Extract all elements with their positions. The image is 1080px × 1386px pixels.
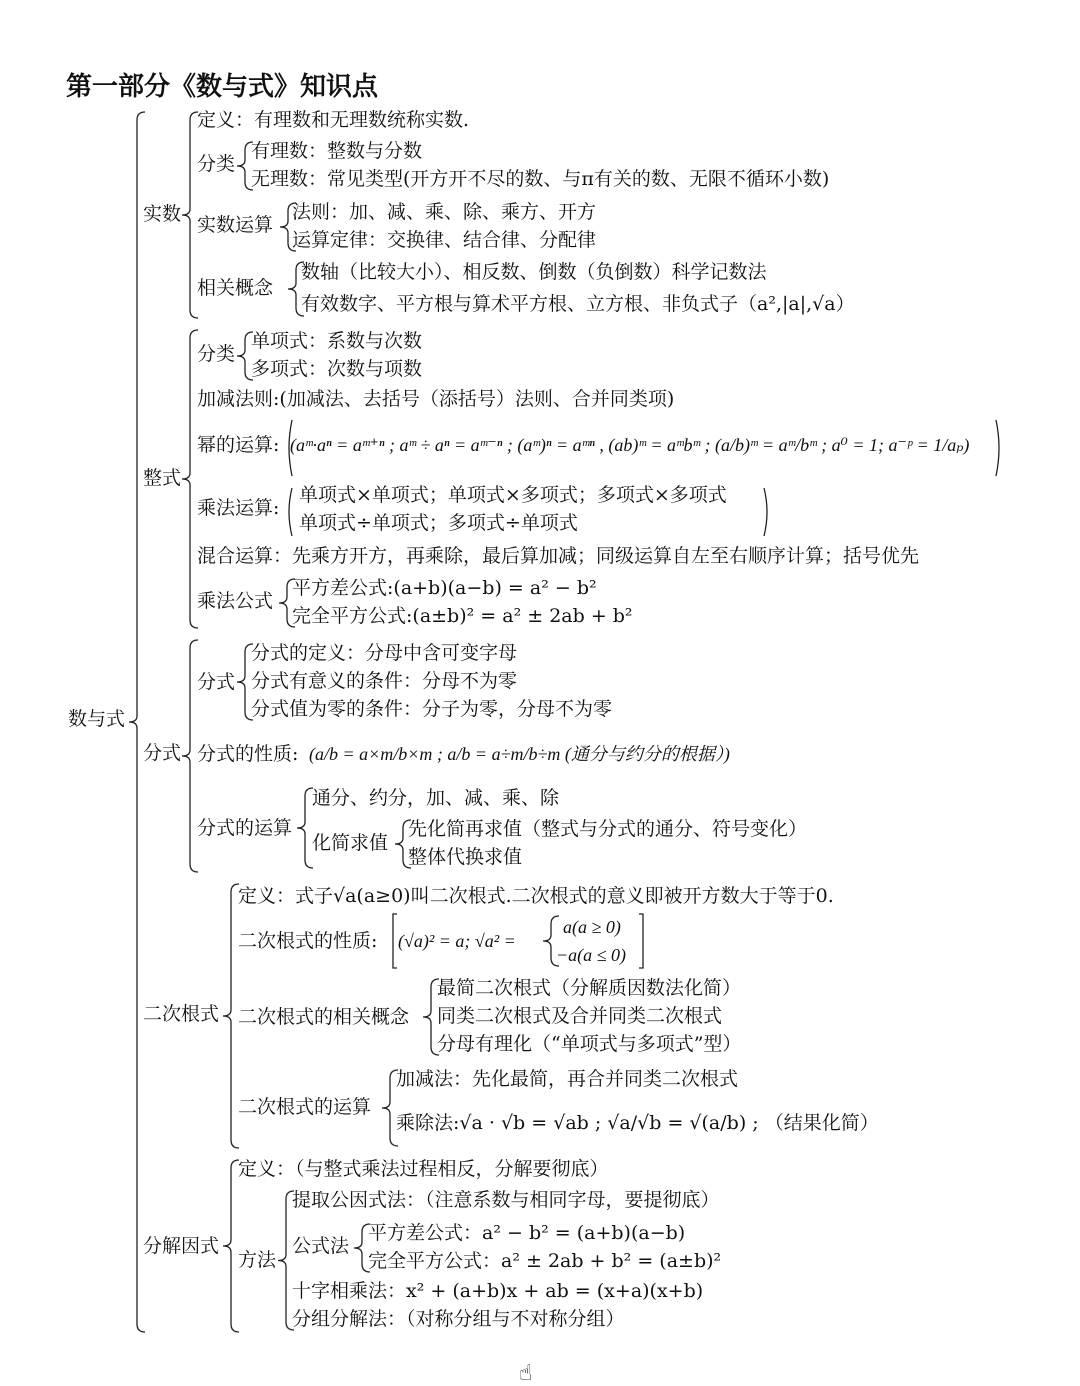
fenshi-yunsuan: 分式的运算 [197,817,293,839]
yinshi-tiqu: 提取公因式法：（注意系数与相同字母，要提彻底） [292,1189,720,1211]
genshi-y1: 加减法：先化最简，再合并同类二次根式 [396,1068,739,1090]
zhengshi-fenlei: 分类 [197,343,236,365]
fenshi-label: 分式 [143,742,182,764]
fenshi-y1: 通分、约分，加、减、乘、除 [312,787,560,809]
paren-chengfa-right [764,488,767,536]
shishu-g2: 有效数字、平方根与算术平方根、立方根、非负式子（a²,|a|,√a） [301,293,855,315]
shishu-fenlei: 分类 [197,153,236,175]
genshi-xingzhi: 二次根式的性质: [238,930,378,952]
brace-fenshi-yunsuan [297,788,313,868]
yinshi-wq: 完全平方公式：a² ± 2ab + b² = (a±b)² [368,1250,722,1272]
zhengshi-pf: 平方差公式:(a+b)(a−b) = a² − b² [292,577,597,599]
paren-mi-right [996,420,999,476]
brace-yinshi [223,1160,239,1332]
shishu-faze: 法则：加、减、乘、除、乘方、开方 [292,201,597,223]
genshi-yunsuan: 二次根式的运算 [238,1096,372,1118]
shishu-wuli: 无理数：常见类型(开方开不尽的数、与π有关的数、无限不循环小数) [251,168,830,190]
zhengshi-c2: 单项式÷单项式；多项式÷单项式 [299,512,578,534]
genshi-xz-case1: a(a ≥ 0) [563,917,621,937]
zhengshi-c1: 单项式×单项式；单项式×多项式；多项式×多项式 [299,484,727,506]
zhengshi-hunhe: 混合运算：先乘方开方，再乘除，最后算加减；同级运算自左至右顺序计算；括号优先 [197,545,920,567]
yinshi-gongshifa: 公式法 [292,1235,350,1257]
genshi-gainian: 二次根式的相关概念 [238,1006,410,1028]
fenshi-xz-formula: (a/b = a×m/b×m ; a/b = a÷m/b÷m (通分与约分的根据）) [309,744,730,764]
fenshi-h1: 先化简再求值（整式与分式的通分、符号变化） [408,818,808,840]
zhengshi-jiajian: 加减法则:(加减法、去括号（添括号）法则、合并同类项) [197,388,675,410]
shishu-yunsuan: 实数运算 [197,214,274,236]
fenshi-d2: 分式有意义的条件：分母不为零 [251,670,518,692]
bracket-genshi-right [639,914,643,968]
zhengshi-mi-formula: (aᵐ·aⁿ = aᵐ⁺ⁿ ; aᵐ ÷ aⁿ = aᵐ⁻ⁿ ; (aᵐ)ⁿ = aᵐⁿ , (ab)ᵐ = aᵐbᵐ ; (a/b)ᵐ = aᵐ/bᵐ ; a⁰ = 1; a⁻ᵖ = 1/aₚ) [290,435,970,455]
genshi-y2: 乘除法:√a · √b = √ab ; √a/√b = √(a/b) ; （结果化简） [396,1112,879,1134]
yinshi-def: 定义：（与整式乘法过程相反，分解要彻底） [238,1158,609,1180]
yinshi-fenzu: 分组分解法：（对称分组与不对称分组） [292,1308,625,1330]
zhengshi-label: 整式 [143,467,182,489]
genshi-label: 二次根式 [143,1003,220,1025]
brace-fenshi [182,640,198,872]
paren-chengfa-left [289,488,292,536]
brace-genshi [223,884,239,1148]
genshi-g1: 最简二次根式（分解质因数法化简） [437,977,742,999]
zhengshi-wq: 完全平方公式:(a±b)² = a² ± 2ab + b² [292,605,633,627]
yinshi-label: 分解因式 [143,1235,220,1257]
yinshi-shizi: 十字相乘法：x² + (a+b)x + ab = (x+a)(x+b) [292,1280,704,1302]
shishu-def: 定义：有理数和无理数统称实数. [197,109,470,131]
brace-root [129,112,145,1332]
root-label: 数与式 [68,708,126,730]
zhengshi-duoxiang: 多项式：次数与项数 [251,358,423,380]
yinshi-pf: 平方差公式：a² − b² = (a+b)(a−b) [368,1222,686,1244]
shishu-gainian: 相关概念 [197,277,274,299]
fenshi-d1: 分式的定义：分母中含可变字母 [251,642,518,664]
zhengshi-danxiang: 单项式：系数与次数 [251,330,423,352]
fenshi-d3: 分式值为零的条件：分子为零，分母不为零 [251,698,613,720]
shishu-dinglv: 运算定律：交换律、结合律、分配律 [292,229,597,251]
genshi-xz-case2: −a(a ≤ 0) [556,945,627,965]
zhengshi-chengfa: 乘法运算: [197,497,280,519]
fenshi-xingzhi: 分式的性质: [197,743,299,765]
shishu-youli: 有理数：整数与分数 [251,140,423,162]
fenshi-h2: 整体代换求值 [408,846,523,868]
fenshi-huajian: 化简求值 [312,832,389,854]
genshi-g3: 分母有理化（“单项式与多项式”型） [437,1033,742,1055]
fenshi-sub: 分式 [197,671,236,693]
zhengshi-mi-label: 幂的运算: [197,434,280,456]
hand-cursor-icon: ☝ [519,1361,533,1386]
yinshi-fangfa: 方法 [238,1249,277,1271]
genshi-def: 定义：式子√a(a≥0)叫二次根式.二次根式的意义即被开方数大于等于0. [238,885,834,907]
shishu-g1: 数轴（比较大小）、相反数、倒数（负倒数）科学记数法 [301,261,767,283]
genshi-g2: 同类二次根式及合并同类二次根式 [437,1005,723,1027]
bracket-genshi-left [393,914,397,968]
brace-zhengshi [182,330,198,628]
brace-shishu [182,112,198,318]
genshi-xz-left: (√a)² = a; √a² = [398,931,516,951]
page-title: 第一部分《数与式》知识点 [66,72,379,102]
shishu-label: 实数 [143,203,182,225]
zhengshi-gongshi: 乘法公式 [197,590,274,612]
